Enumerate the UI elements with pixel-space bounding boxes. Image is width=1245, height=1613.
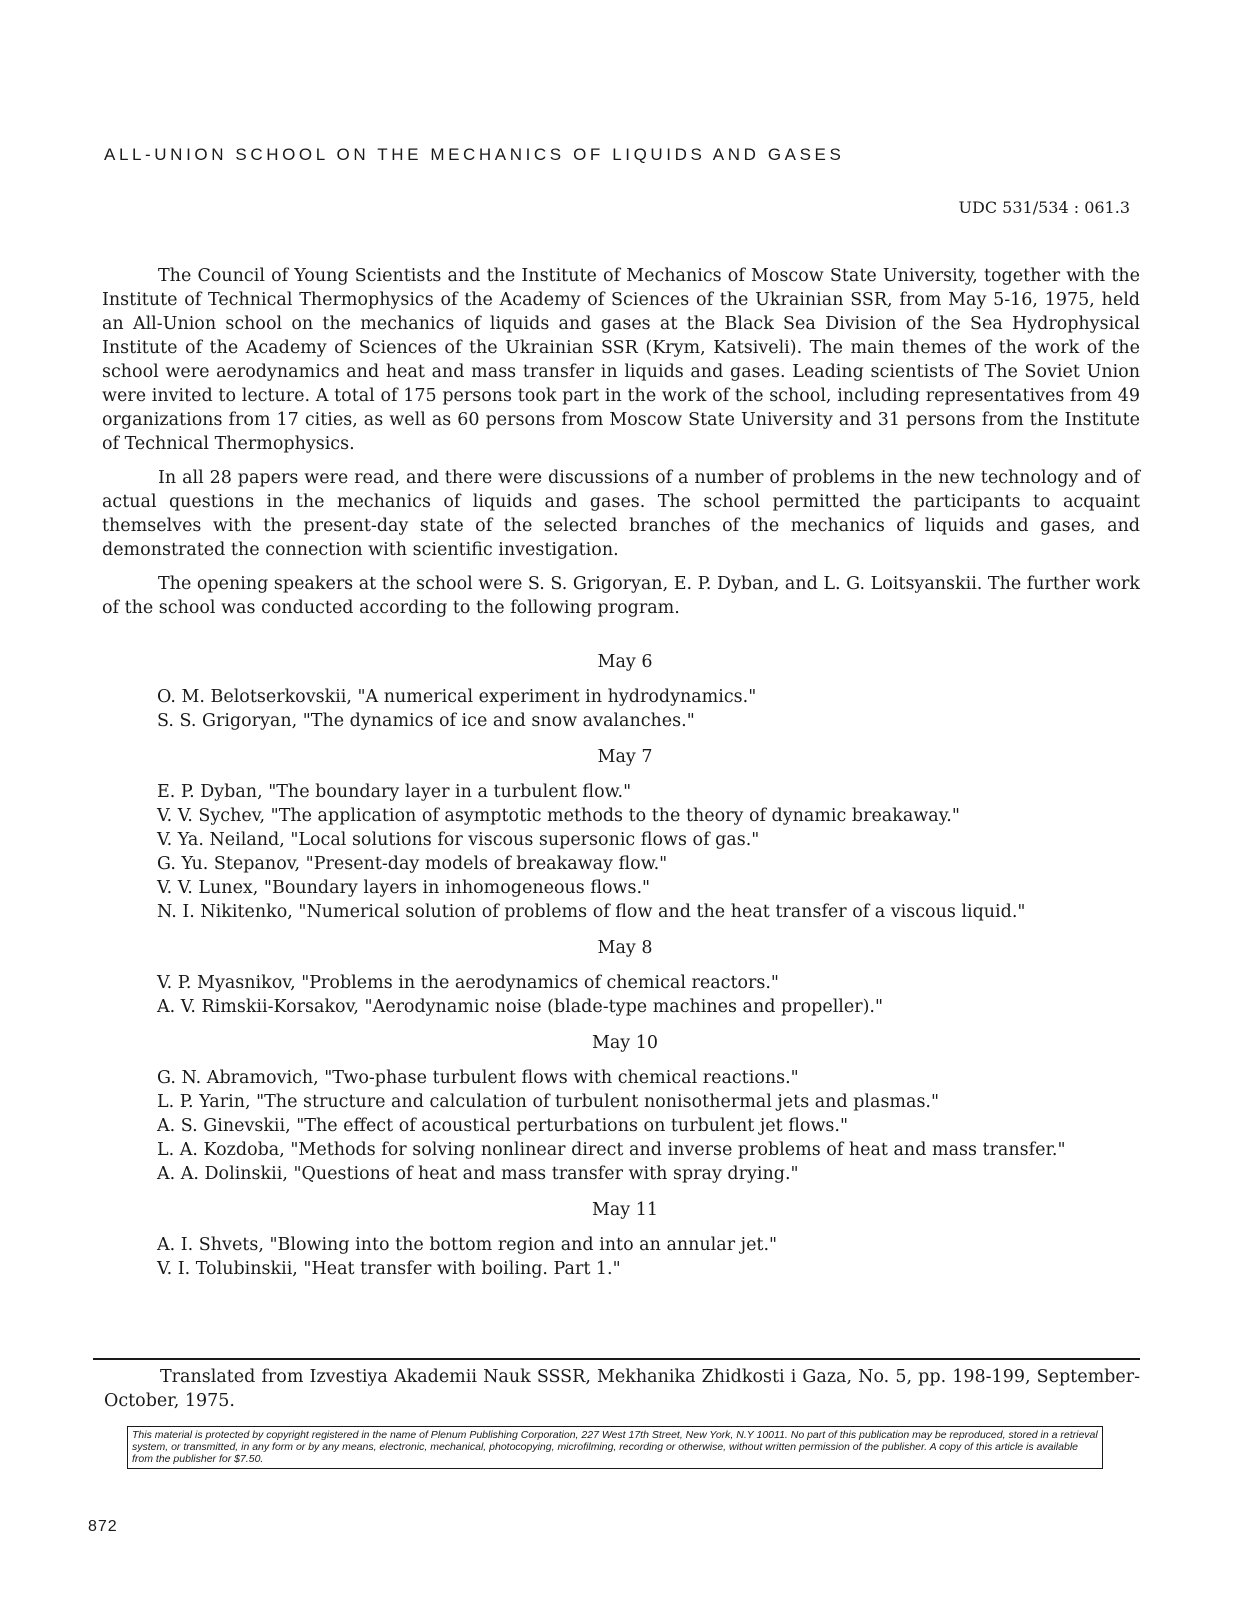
speakers-paragraph: The opening speakers at the school were S. S. Grigoryan, E. P. Dyban, and L. G. Loitsyanskii. The further work of the school was conducted according to the following program.	[102, 574, 1140, 618]
article-title: ALL-UNION SCHOOL ON THE MECHANICS OF LIQUIDS AND GASES	[104, 145, 845, 164]
lecture-item: A. S. Ginevskii, "The effect of acoustical perturbations on turbulent jet flows."	[157, 1116, 849, 1136]
udc-code: UDC 531/534 : 061.3	[958, 198, 1130, 217]
papers-paragraph: In all 28 papers were read, and there were discussions of a number of problems in the new technology and of actual questions in the mechanics of liquids and gases. The school permitted the participants to acquaint themselves with the present-day state of the selected branches of the mechanics of liquids and gases, and demonstrated the connection with scientific investigation.	[102, 468, 1140, 560]
lecture-item: A. I. Shvets, "Blowing into the bottom region and into an annular jet."	[157, 1235, 778, 1255]
lecture-item: N. I. Nikitenko, "Numerical solution of problems of flow and the heat transfer of a viscous liquid."	[157, 902, 1026, 922]
lecture-item: G. Yu. Stepanov, "Present-day models of breakaway flow."	[157, 854, 668, 874]
day-date: May 11	[591, 1200, 659, 1220]
lecture-item: V. V. Lunex, "Boundary layers in inhomogeneous flows."	[157, 878, 651, 898]
lecture-item: S. S. Grigoryan, "The dynamics of ice and snow avalanches."	[157, 711, 695, 731]
day-date: May 8	[597, 938, 653, 958]
lecture-item: V. Ya. Neiland, "Local solutions for viscous supersonic flows of gas."	[157, 830, 760, 850]
page-number: 872	[88, 1518, 118, 1535]
schedule-day	[157, 936, 1157, 1019]
schedule-day	[157, 1198, 1157, 1281]
lecture-item: L. P. Yarin, "The structure and calculation of turbulent nonisothermal jets and plasmas."	[157, 1092, 940, 1112]
lecture-item: G. N. Abramovich, "Two-phase turbulent flows with chemical reactions."	[157, 1068, 799, 1088]
schedule-day	[157, 745, 1157, 924]
schedule-day	[157, 1031, 1157, 1186]
program-schedule	[157, 650, 1157, 1293]
lecture-item: O. M. Belotserkovskii, "A numerical experiment in hydrodynamics."	[157, 687, 757, 707]
lecture-item: L. A. Kozdoba, "Methods for solving nonlinear direct and inverse problems of heat and mass transfer."	[157, 1140, 1066, 1160]
day-date: May 7	[597, 747, 653, 767]
day-date: May 10	[591, 1033, 659, 1053]
article-body	[102, 264, 1140, 630]
footnote-divider	[93, 1358, 1140, 1360]
lecture-item: E. P. Dyban, "The boundary layer in a turbulent flow."	[157, 782, 632, 802]
lecture-item: A. A. Dolinskii, "Questions of heat and mass transfer with spray drying."	[157, 1164, 799, 1184]
intro-paragraph: The Council of Young Scientists and the Institute of Mechanics of Moscow State University, together with the Institute of Technical Thermophysics of the Academy of Sciences of the Ukrainian SSR, from May 5-16, 1975, held an All-Union school on the mechanics of liquids and gases at the Black Sea Division of the Sea Hydrophysical Institute of the Academy of Sciences of the Ukrainian SSR (Krym, Katsiveli). The main themes of the work of the school were aerodynamics and heat and mass transfer in liquids and gases. Leading scientists of The Soviet Union were invited to lecture. A total of 175 persons took part in the work of the school, including representatives from 49 organizations from 17 cities, as well as 60 persons from Moscow State University and 31 persons from the Institute of Technical Thermophysics.	[102, 266, 1140, 454]
lecture-item: V. V. Sychev, "The application of asymptotic methods to the theory of dynamic breakaway."	[157, 806, 960, 826]
lecture-item: V. I. Tolubinskii, "Heat transfer with boiling. Part 1."	[157, 1259, 621, 1279]
copyright-notice: This material is protected by copyright registered in the name of Plenum Publishing Corporation, 227 West 17th Street, New York, N.Y 10011. No part of this publication may be reproduced, stored in a retrieval system, or transmitted, in any form or by any means, electronic, mechanical, photocopying, microfilming, recording or otherwise, without written permission of the publisher. A copy of this article is available from the publisher for $7.50.	[127, 1426, 1103, 1469]
lecture-item: V. P. Myasnikov, "Problems in the aerodynamics of chemical reactors."	[157, 973, 779, 993]
day-date: May 6	[597, 652, 653, 672]
translation-note: Translated from Izvestiya Akademii Nauk SSSR, Mekhanika Zhidkosti i Gaza, No. 5, pp. 198-199, September-October, 1975.	[104, 1367, 1140, 1411]
lecture-item: A. V. Rimskii-Korsakov, "Aerodynamic noise (blade-type machines and propeller)."	[157, 997, 884, 1017]
schedule-day	[157, 650, 1157, 733]
